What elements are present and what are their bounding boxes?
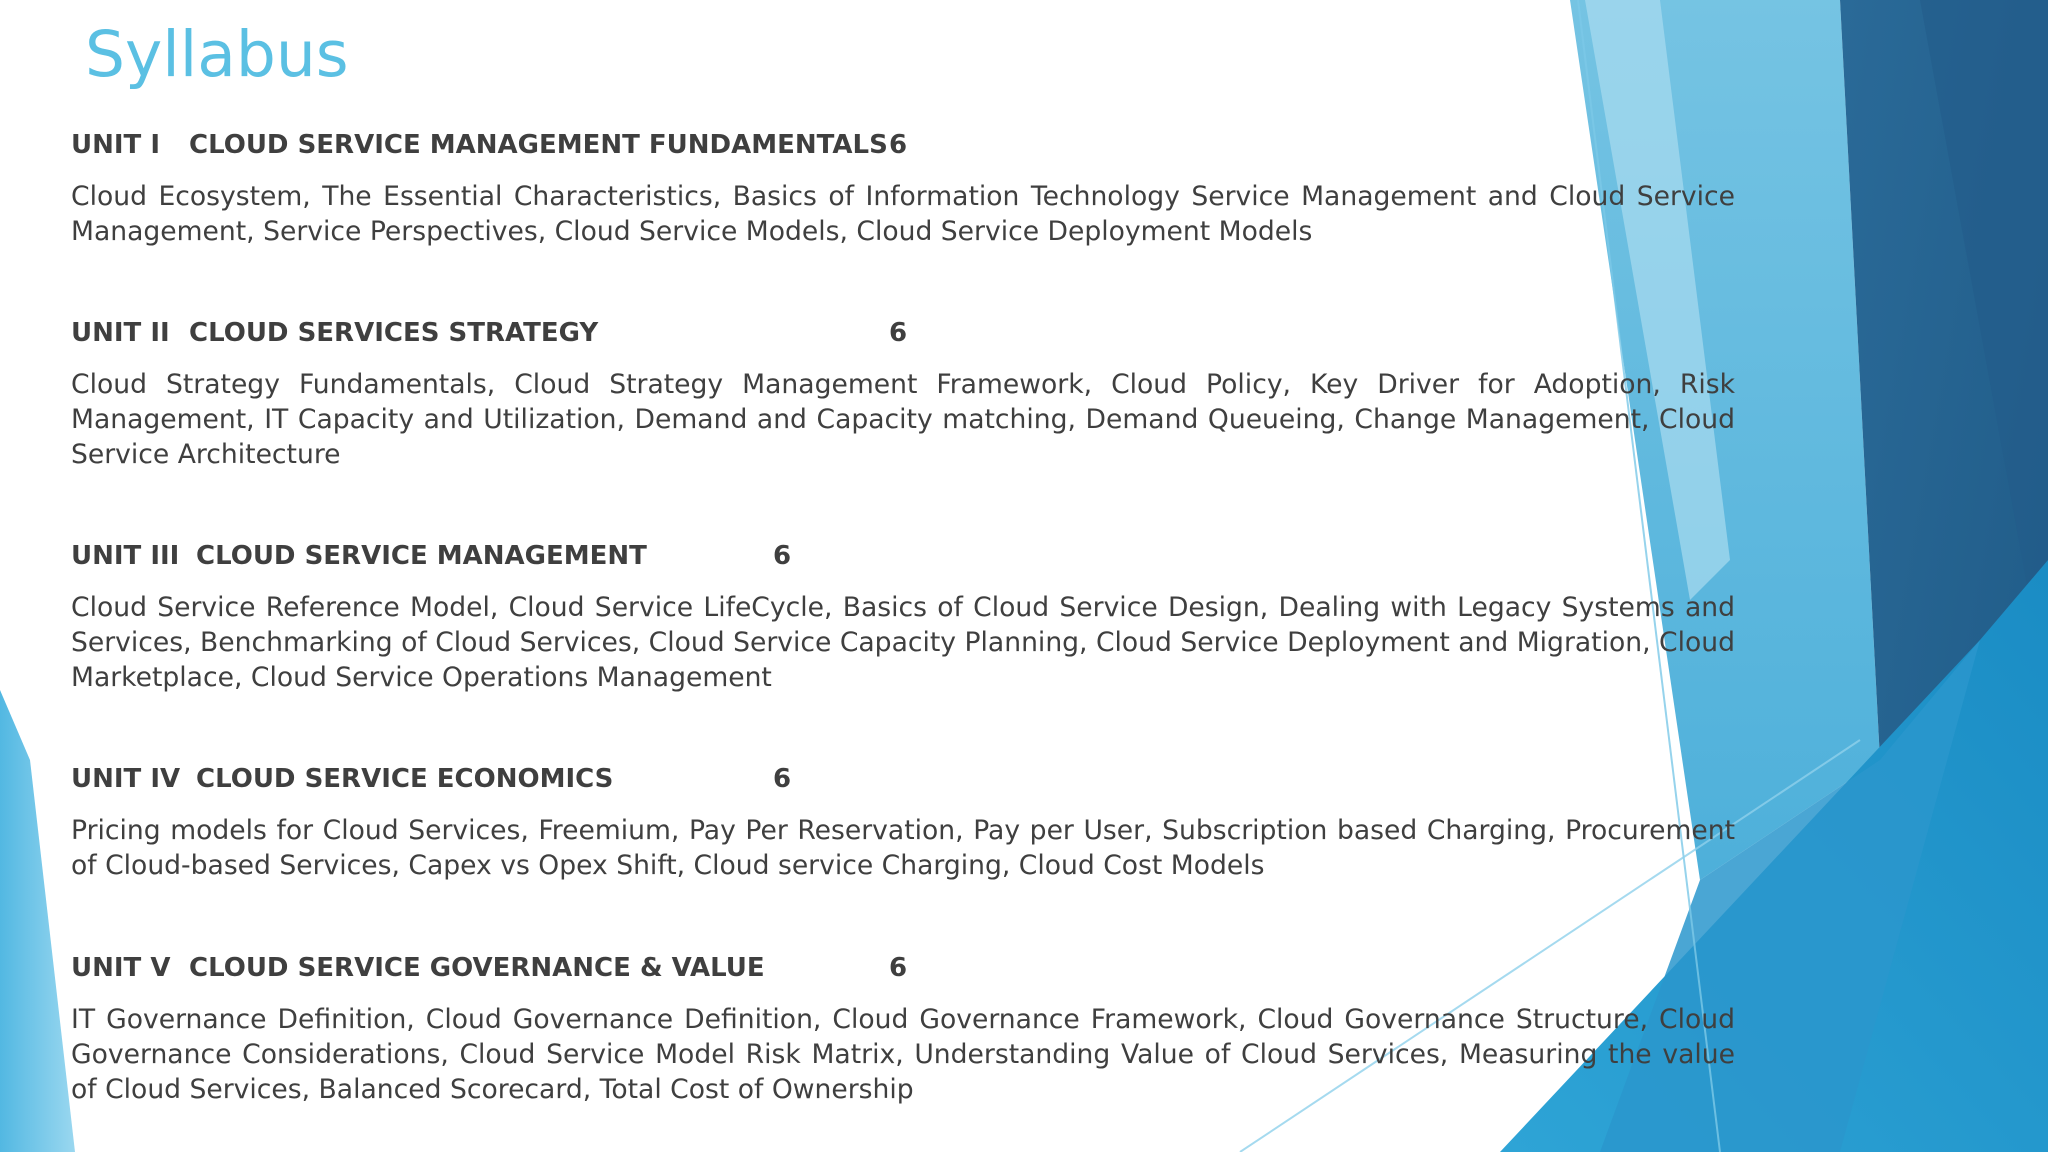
slide-title: Syllabus: [85, 18, 349, 91]
unit-code: UNIT V: [71, 953, 171, 983]
unit-hours: 6: [889, 130, 908, 160]
unit-name: CLOUD SERVICE GOVERNANCE & VALUE: [189, 953, 765, 983]
unit-hours: 6: [773, 541, 792, 571]
bg-shape-left-wedge: [0, 690, 75, 1152]
unit-code: UNIT III: [71, 541, 180, 571]
unit-topics: Cloud Strategy Fundamentals, Cloud Strategy Management Framework, Cloud Policy, Key Driver for Adoption, Risk Management, IT Capacity and Utilization, Demand and Capacity matching, Demand Queueing, Change Management, Cloud Service Architecture: [71, 369, 1735, 470]
unit-topics: IT Governance Definition, Cloud Governance Definition, Cloud Governance Framework, Cloud Governance Structure, Cloud Governance Considerations, Cloud Service Model Risk Matrix, Understanding Value of Cloud Services, Measuring the value of Cloud Services, Balanced Scorecard, Total Cost of Ownership: [71, 1004, 1735, 1105]
unit-code: UNIT I: [71, 130, 161, 160]
unit-topics: Pricing models for Cloud Services, Freemium, Pay Per Reservation, Pay per User, Subscription based Charging, Procurement of Cloud-based Services, Capex vs Opex Shift, Cloud service Charging, Cloud Cost Models: [71, 815, 1735, 881]
unit-hours: 6: [773, 764, 792, 794]
unit-code: UNIT IV: [71, 764, 181, 794]
unit-name: CLOUD SERVICE ECONOMICS: [196, 764, 614, 794]
unit-hours: 6: [889, 953, 908, 983]
unit-topics: Cloud Service Reference Model, Cloud Service LifeCycle, Basics of Cloud Service Design, Dealing with Legacy Systems and Services, Benchmarking of Cloud Services, Cloud Service Capacity Planning, Cloud Service Deployment and Migration, Cloud Marketplace, Cloud Service Operations Management: [71, 592, 1735, 693]
unit-code: UNIT II: [71, 318, 170, 348]
unit-name: CLOUD SERVICE MANAGEMENT: [196, 541, 647, 571]
unit-name: CLOUD SERVICES STRATEGY: [189, 318, 599, 348]
unit-name: CLOUD SERVICE MANAGEMENT FUNDAMENTALS: [189, 130, 888, 160]
unit-topics: Cloud Ecosystem, The Essential Characteristics, Basics of Information Technology Service Management and Cloud Service Management, Service Perspectives, Cloud Service Models, Cloud Service Deployment Models: [71, 181, 1735, 247]
unit-hours: 6: [889, 318, 908, 348]
